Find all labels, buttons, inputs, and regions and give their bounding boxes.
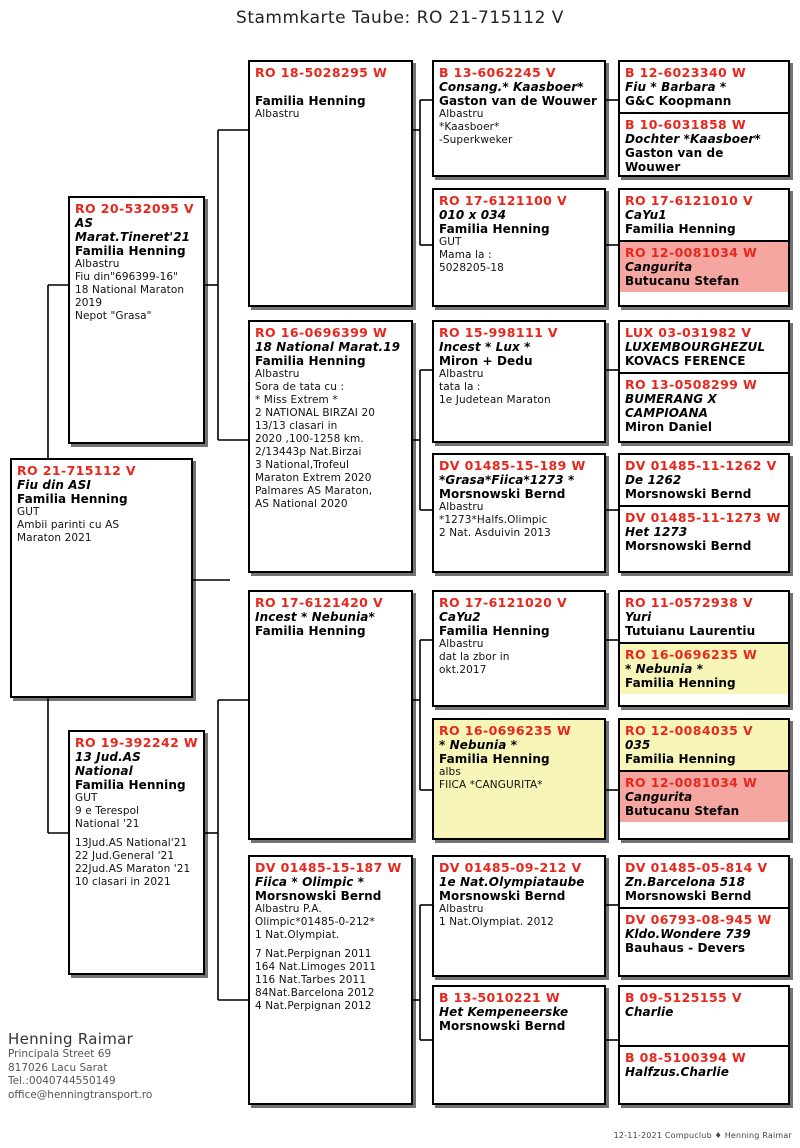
- gen4-pair-6[interactable]: [618, 855, 790, 977]
- ring: RO 17-6121420 V: [255, 595, 384, 610]
- gen4-pair-3[interactable]: [618, 453, 790, 573]
- ring: RO 11-0572938 V: [625, 595, 754, 610]
- gen1-card-0[interactable]: [68, 196, 205, 444]
- ring: RO 12-0081034 W: [625, 245, 758, 260]
- footer-name: Henning Raimar: [8, 1030, 134, 1048]
- owner: Familia Henning: [439, 222, 550, 236]
- note: Olimpic*01485-0-212*: [255, 916, 375, 928]
- subject-ring: RO 21-715112 V: [17, 463, 136, 478]
- note: okt.2017: [439, 664, 487, 676]
- note: 2020 ,100-1258 km.: [255, 433, 364, 445]
- note: 84Nat.Barcelona 2012: [255, 987, 375, 999]
- owner: Familia Henning: [255, 624, 366, 638]
- ring: DV 01485-09-212 V: [439, 860, 582, 875]
- bird-name: Yuri: [625, 610, 652, 624]
- bird-name: * Nebunia *: [439, 738, 518, 752]
- subject-card[interactable]: [10, 458, 193, 698]
- note: * Miss Extrem *: [255, 394, 338, 406]
- ring: B 13-6062245 V: [439, 65, 556, 80]
- note: GUT: [439, 236, 462, 248]
- note: 2/13443p Nat.Birzai: [255, 446, 362, 458]
- gen2-card-2[interactable]: [248, 590, 413, 840]
- note: 1e Judetean Maraton: [439, 394, 551, 406]
- bird-name: Cangurita: [625, 260, 693, 274]
- note: 164 Nat.Limoges 2011: [255, 961, 377, 973]
- owner: Familia Henning: [75, 244, 186, 258]
- gen4-pair-4[interactable]: [618, 590, 790, 707]
- owner: Morsnowski Bernd: [625, 889, 752, 903]
- ring: B 12-6023340 W: [625, 65, 747, 80]
- owner: Familia Henning: [255, 354, 366, 368]
- bird-name: Charlie: [625, 1005, 674, 1019]
- gen3-card-4[interactable]: [432, 590, 606, 707]
- note: Albastru: [75, 258, 120, 270]
- note: Mama la :: [439, 249, 492, 261]
- ring: DV 01485-11-1273 W: [625, 510, 781, 525]
- gen3-card-1[interactable]: [432, 188, 606, 307]
- gen4-pair-2[interactable]: [618, 320, 790, 443]
- ring: B 13-5010221 W: [439, 990, 561, 1005]
- note: *1273*Halfs.Olimpic: [439, 514, 548, 526]
- note: 2019: [75, 297, 103, 309]
- bird-name: De 1262: [625, 473, 682, 487]
- note: Nepot "Grasa": [75, 310, 152, 322]
- bird-name: Halfzus.Charlie: [625, 1065, 729, 1079]
- bird-name: LUXEMBOURGHEZUL: [625, 340, 766, 354]
- gen2-card-0[interactable]: [248, 60, 413, 307]
- note: Sora de tata cu :: [255, 381, 345, 393]
- subject-name: Fiu din ASI: [17, 478, 91, 492]
- note: *Kaasboer*: [439, 121, 500, 133]
- note: Albastru: [255, 108, 300, 120]
- bird-name: CaYu2: [439, 610, 481, 624]
- ring: RO 18-5028295 W: [255, 65, 388, 80]
- bird-name: AS Marat.Tineret'21: [75, 216, 191, 244]
- ring: RO 17-6121100 V: [439, 193, 568, 208]
- page-title: Stammkarte Taube: RO 21-715112 V: [236, 8, 564, 28]
- note: 3 National,Trofeul: [255, 459, 350, 471]
- ring: RO 13-0508299 W: [625, 377, 758, 392]
- bird-name: 13 Jud.AS National: [75, 750, 141, 778]
- owner: Morsnowski Bernd: [625, 539, 752, 553]
- ring: DV 06793-08-945 W: [625, 912, 772, 927]
- bird-name: 1e Nat.Olympiataube: [439, 875, 585, 889]
- footer-address-2: Tel.:0040744550149: [8, 1075, 116, 1087]
- note: 2 NATIONAL BIRZAI 20: [255, 407, 376, 419]
- owner: G&C Koopmann: [625, 94, 732, 108]
- note: -Superkweker: [439, 134, 513, 146]
- bird-name: Fiu * Barbara *: [625, 80, 727, 94]
- bird-name: Dochter *Kaasboer*: [625, 132, 761, 146]
- gen3-card-0[interactable]: [432, 60, 606, 177]
- owner: Tutuianu Laurentiu: [625, 624, 756, 638]
- ring: RO 12-0081034 W: [625, 775, 758, 790]
- owner: Gaston van de Wouwer: [439, 94, 598, 108]
- footer-credit: 12-11-2021 Compuclub ♦ Henning Raimar: [613, 1131, 792, 1140]
- bird-name: Het 1273: [625, 525, 688, 539]
- owner: Familia Henning: [439, 752, 550, 766]
- note: 2 Nat. Asduivin 2013: [439, 527, 551, 539]
- bird-name: 035: [625, 738, 651, 752]
- ring: RO 19-392242 W: [75, 735, 199, 750]
- ring: DV 01485-15-187 W: [255, 860, 402, 875]
- owner: Bauhaus - Devers: [625, 941, 746, 955]
- gen4-pair-7[interactable]: [618, 985, 790, 1105]
- ring: RO 17-6121010 V: [625, 193, 754, 208]
- note: AS National 2020: [255, 498, 348, 510]
- ring: RO 16-0696399 W: [255, 325, 388, 340]
- note: Albastru: [439, 638, 484, 650]
- gen3-card-7[interactable]: [432, 985, 606, 1105]
- bird-name: CaYu1: [625, 208, 667, 222]
- ring: RO 20-532095 V: [75, 201, 194, 216]
- owner: Familia Henning: [625, 222, 736, 236]
- note: Albastru: [255, 368, 300, 380]
- note: 1 Nat.Olympiat. 2012: [439, 916, 554, 928]
- note: GUT: [75, 792, 98, 804]
- note: 22 Jud.General '21: [75, 850, 175, 862]
- note: 4 Nat.Perpignan 2012: [255, 1000, 372, 1012]
- ring: DV 01485-11-1262 V: [625, 458, 777, 473]
- note: 1 Nat.Olympiat.: [255, 929, 340, 941]
- bird-name: Cangurita: [625, 790, 693, 804]
- note: 9 e Terespol: [75, 805, 140, 817]
- ring: DV 01485-05-814 V: [625, 860, 768, 875]
- owner: KOVACS FERENCE: [625, 354, 746, 368]
- bird-name: 010 x 034: [439, 208, 507, 222]
- bird-name: Het Kempeneerske: [439, 1005, 569, 1019]
- subject-note-1: Ambii parinti cu AS: [17, 519, 120, 531]
- bird-name: 18 National Marat.19: [255, 340, 401, 354]
- owner: Miron Daniel: [625, 420, 713, 434]
- note: Albastru: [439, 903, 484, 915]
- footer-email: office@henningtransport.ro: [8, 1088, 153, 1101]
- note: Maraton Extrem 2020: [255, 472, 372, 484]
- owner: Familia Henning: [439, 624, 550, 638]
- subject-note-0: GUT: [17, 506, 40, 518]
- note: 13Jud.AS National'21: [75, 837, 188, 849]
- owner: Familia Henning: [75, 778, 186, 792]
- note: 13/13 clasari in: [255, 420, 338, 432]
- gen4-pair-5[interactable]: [618, 718, 790, 840]
- note: 22Jud.AS Maraton '21: [75, 863, 191, 875]
- bird-name: Incest * Lux *: [439, 340, 531, 354]
- owner: Morsnowski Bernd: [625, 487, 752, 501]
- note: 18 National Maraton: [75, 284, 185, 296]
- owner: Morsnowski Bernd: [439, 889, 566, 903]
- owner: Morsnowski Bernd: [439, 1019, 566, 1033]
- ring: RO 12-0084035 V: [625, 723, 754, 738]
- ring: B 09-5125155 V: [625, 990, 742, 1005]
- owner: Butucanu Stefan: [625, 274, 740, 288]
- ring: DV 01485-15-189 W: [439, 458, 586, 473]
- note: Albastru: [439, 368, 484, 380]
- ring: RO 15-998111 V: [439, 325, 558, 340]
- bird-name: Incest * Nebunia*: [255, 610, 375, 624]
- subject-note-2: Maraton 2021: [17, 532, 92, 544]
- ring: RO 16-0696235 W: [625, 647, 758, 662]
- owner: Gaston van de Wouwer: [625, 146, 724, 174]
- note: tata la :: [439, 381, 481, 393]
- owner: Familia Henning: [625, 676, 736, 690]
- note: Albastru: [439, 108, 484, 120]
- owner: Familia Henning: [255, 94, 366, 108]
- bird-name: Kldo.Wondere 739: [625, 927, 751, 941]
- gen3-card-2[interactable]: [432, 320, 606, 443]
- note: National '21: [75, 818, 140, 830]
- ring: RO 17-6121020 V: [439, 595, 568, 610]
- footer-block: [8, 1030, 152, 1102]
- note: 116 Nat.Tarbes 2011: [255, 974, 367, 986]
- note: 7 Nat.Perpignan 2011: [255, 948, 372, 960]
- bird-name: *Grasa*Fiica*1273 *: [439, 473, 575, 487]
- bird-name: * Nebunia *: [625, 662, 704, 676]
- ring: B 08-5100394 W: [625, 1050, 747, 1065]
- ring: LUX 03-031982 V: [625, 325, 752, 340]
- bird-name: Fiica * Olimpic *: [255, 875, 365, 889]
- owner: Miron + Dedu: [439, 354, 533, 368]
- owner: Familia Henning: [625, 752, 736, 766]
- subject-owner: Familia Henning: [17, 492, 128, 506]
- note: albs: [439, 766, 461, 778]
- note: 5028205-18: [439, 262, 504, 274]
- gen2-card-3[interactable]: [248, 855, 413, 1105]
- gen4-pair-0[interactable]: [618, 60, 790, 177]
- gen3-card-6[interactable]: [432, 855, 606, 977]
- bird-name: Zn.Barcelona 518: [625, 875, 746, 889]
- bird-name: BUMERANG X CAMPIOANA: [625, 392, 717, 420]
- footer-address-1: 817026 Lacu Sarat: [8, 1061, 108, 1074]
- ring: RO 16-0696235 W: [439, 723, 572, 738]
- note: Palmares AS Maraton,: [255, 485, 373, 497]
- footer-address-0: Principala Street 69: [8, 1048, 112, 1060]
- note: dat la zbor in: [439, 651, 510, 663]
- gen3-card-3[interactable]: [432, 453, 606, 573]
- bird-name: Consang.* Kaasboer*: [439, 80, 584, 94]
- gen1-card-1[interactable]: [68, 730, 205, 975]
- gen2-card-1[interactable]: [248, 320, 413, 573]
- owner: Morsnowski Bernd: [439, 487, 566, 501]
- note: Albastru P.A.: [255, 903, 322, 915]
- gen3-card-5[interactable]: [432, 718, 606, 840]
- ring: B 10-6031858 W: [625, 117, 747, 132]
- owner: Morsnowski Bernd: [255, 889, 382, 903]
- note: FIICA *CANGURITA*: [439, 779, 543, 791]
- owner: Butucanu Stefan: [625, 804, 740, 818]
- note: Fiu din"696399-16": [75, 271, 179, 283]
- note: 10 clasari in 2021: [75, 876, 171, 888]
- gen4-pair-1[interactable]: [618, 188, 790, 307]
- note: Albastru: [439, 501, 484, 513]
